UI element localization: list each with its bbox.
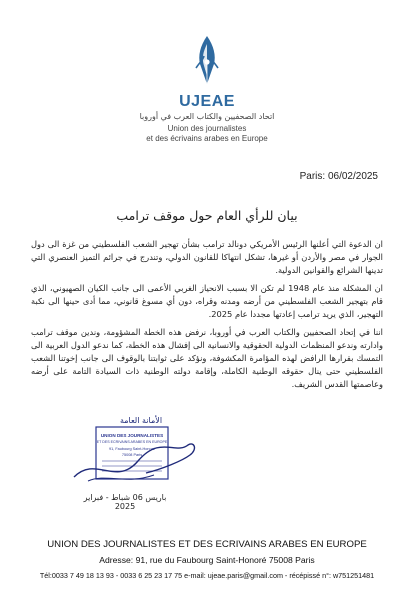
logo-arabic-name: اتحاد الصحفيين والكتاب العرب في أوروبا [139, 112, 275, 121]
logo-french-name [0, 124, 414, 144]
logo-wordmark: UJEAE [179, 93, 235, 110]
logo-french-line-1: Union des journalistes [167, 124, 247, 133]
statement-body [31, 238, 383, 396]
stamp-line-4: 75008 Paris [121, 453, 143, 457]
signature-label: الأمانة العامة [119, 416, 163, 425]
stamp-line-2: ET DES ECRIVAINS ARABES EN EUROPE [96, 440, 168, 444]
official-stamp [66, 415, 226, 500]
stamp-line-1: UNION DES JOURNALISTES [100, 433, 164, 438]
document-date: Paris: 06/02/2025 [299, 171, 378, 182]
document-title: بيان للرأي العام حول موقف ترامب [116, 208, 298, 223]
paragraph-2: ان المشكلة منذ عام 1948 لم تكن الا بسبب الانحياز الغربي الأعمى الى جانب الكيان الصهيوني، الذي قام بتهجير الشعب الفلسطيني من أرضه ومدنه وقراه، دون أي مسوغ قانوني، مما أدى حينها الى نكبة التهجير، الذي يريد ترامب إعادتها مجددا عام 2025. [31, 283, 383, 319]
signature-place-date: باريس 06 شباط - فبراير 2025 [83, 493, 167, 511]
footer-address: Adresse: 91, rue du Faubourg Saint-Honoré 75008 Paris [99, 555, 315, 565]
organization-logo [0, 34, 414, 154]
paragraph-1: ان الدعوة التي أعلنها الرئيس الأمريكي دونالد ترامب بشأن تهجير الشعب الفلسطيني من غزة الى دول الجوار في مصر والأردن أو غيرها، تشكل انتهاكا للقانون الدولي، وتندرج في جرائم التميز العنصري التي تدينها الشرائع والقوانين الدولية. [31, 239, 383, 275]
footer-contact: Tél:0033 7 49 18 13 93 - 0033 6 25 23 17 75 e-mail: ujeae.paris@gmail.com - récépissé n°: w751251481 [39, 571, 375, 580]
logo-french-line-2: et des écrivains arabes en Europe [146, 134, 268, 143]
pen-nib-icon [190, 34, 224, 90]
stamp-line-3: 91, Faubourg Saint-Honoré [108, 447, 156, 451]
paragraph-3: اننا في إتحاد الصحفيين والكتاب العرب في أوروبا، نرفض هذه الخطة المشؤومة، وندين موقف ترامب وادارته وندعو المنظمات الدولية الحقوقية والانسانية الى إفشال هذه الخطة، كما ندعو الدول العربية الى التمسك بقرارها الرافض لهذه المؤامرة المكشوفة، ونؤكد على ثوابتنا بالوقوف الى جانب إخوتنا الشعب الفلسطيني حتى ينال حقوقه الوطنية الكاملة، وإقامة دولته الوطنية ذات السيادة التامة على أرضه وعاصمتها القدس الشريف. [31, 327, 383, 389]
footer-organization: UNION DES JOURNALISTES ET DES ECRIVAINS ARABES EN EUROPE [47, 539, 367, 550]
